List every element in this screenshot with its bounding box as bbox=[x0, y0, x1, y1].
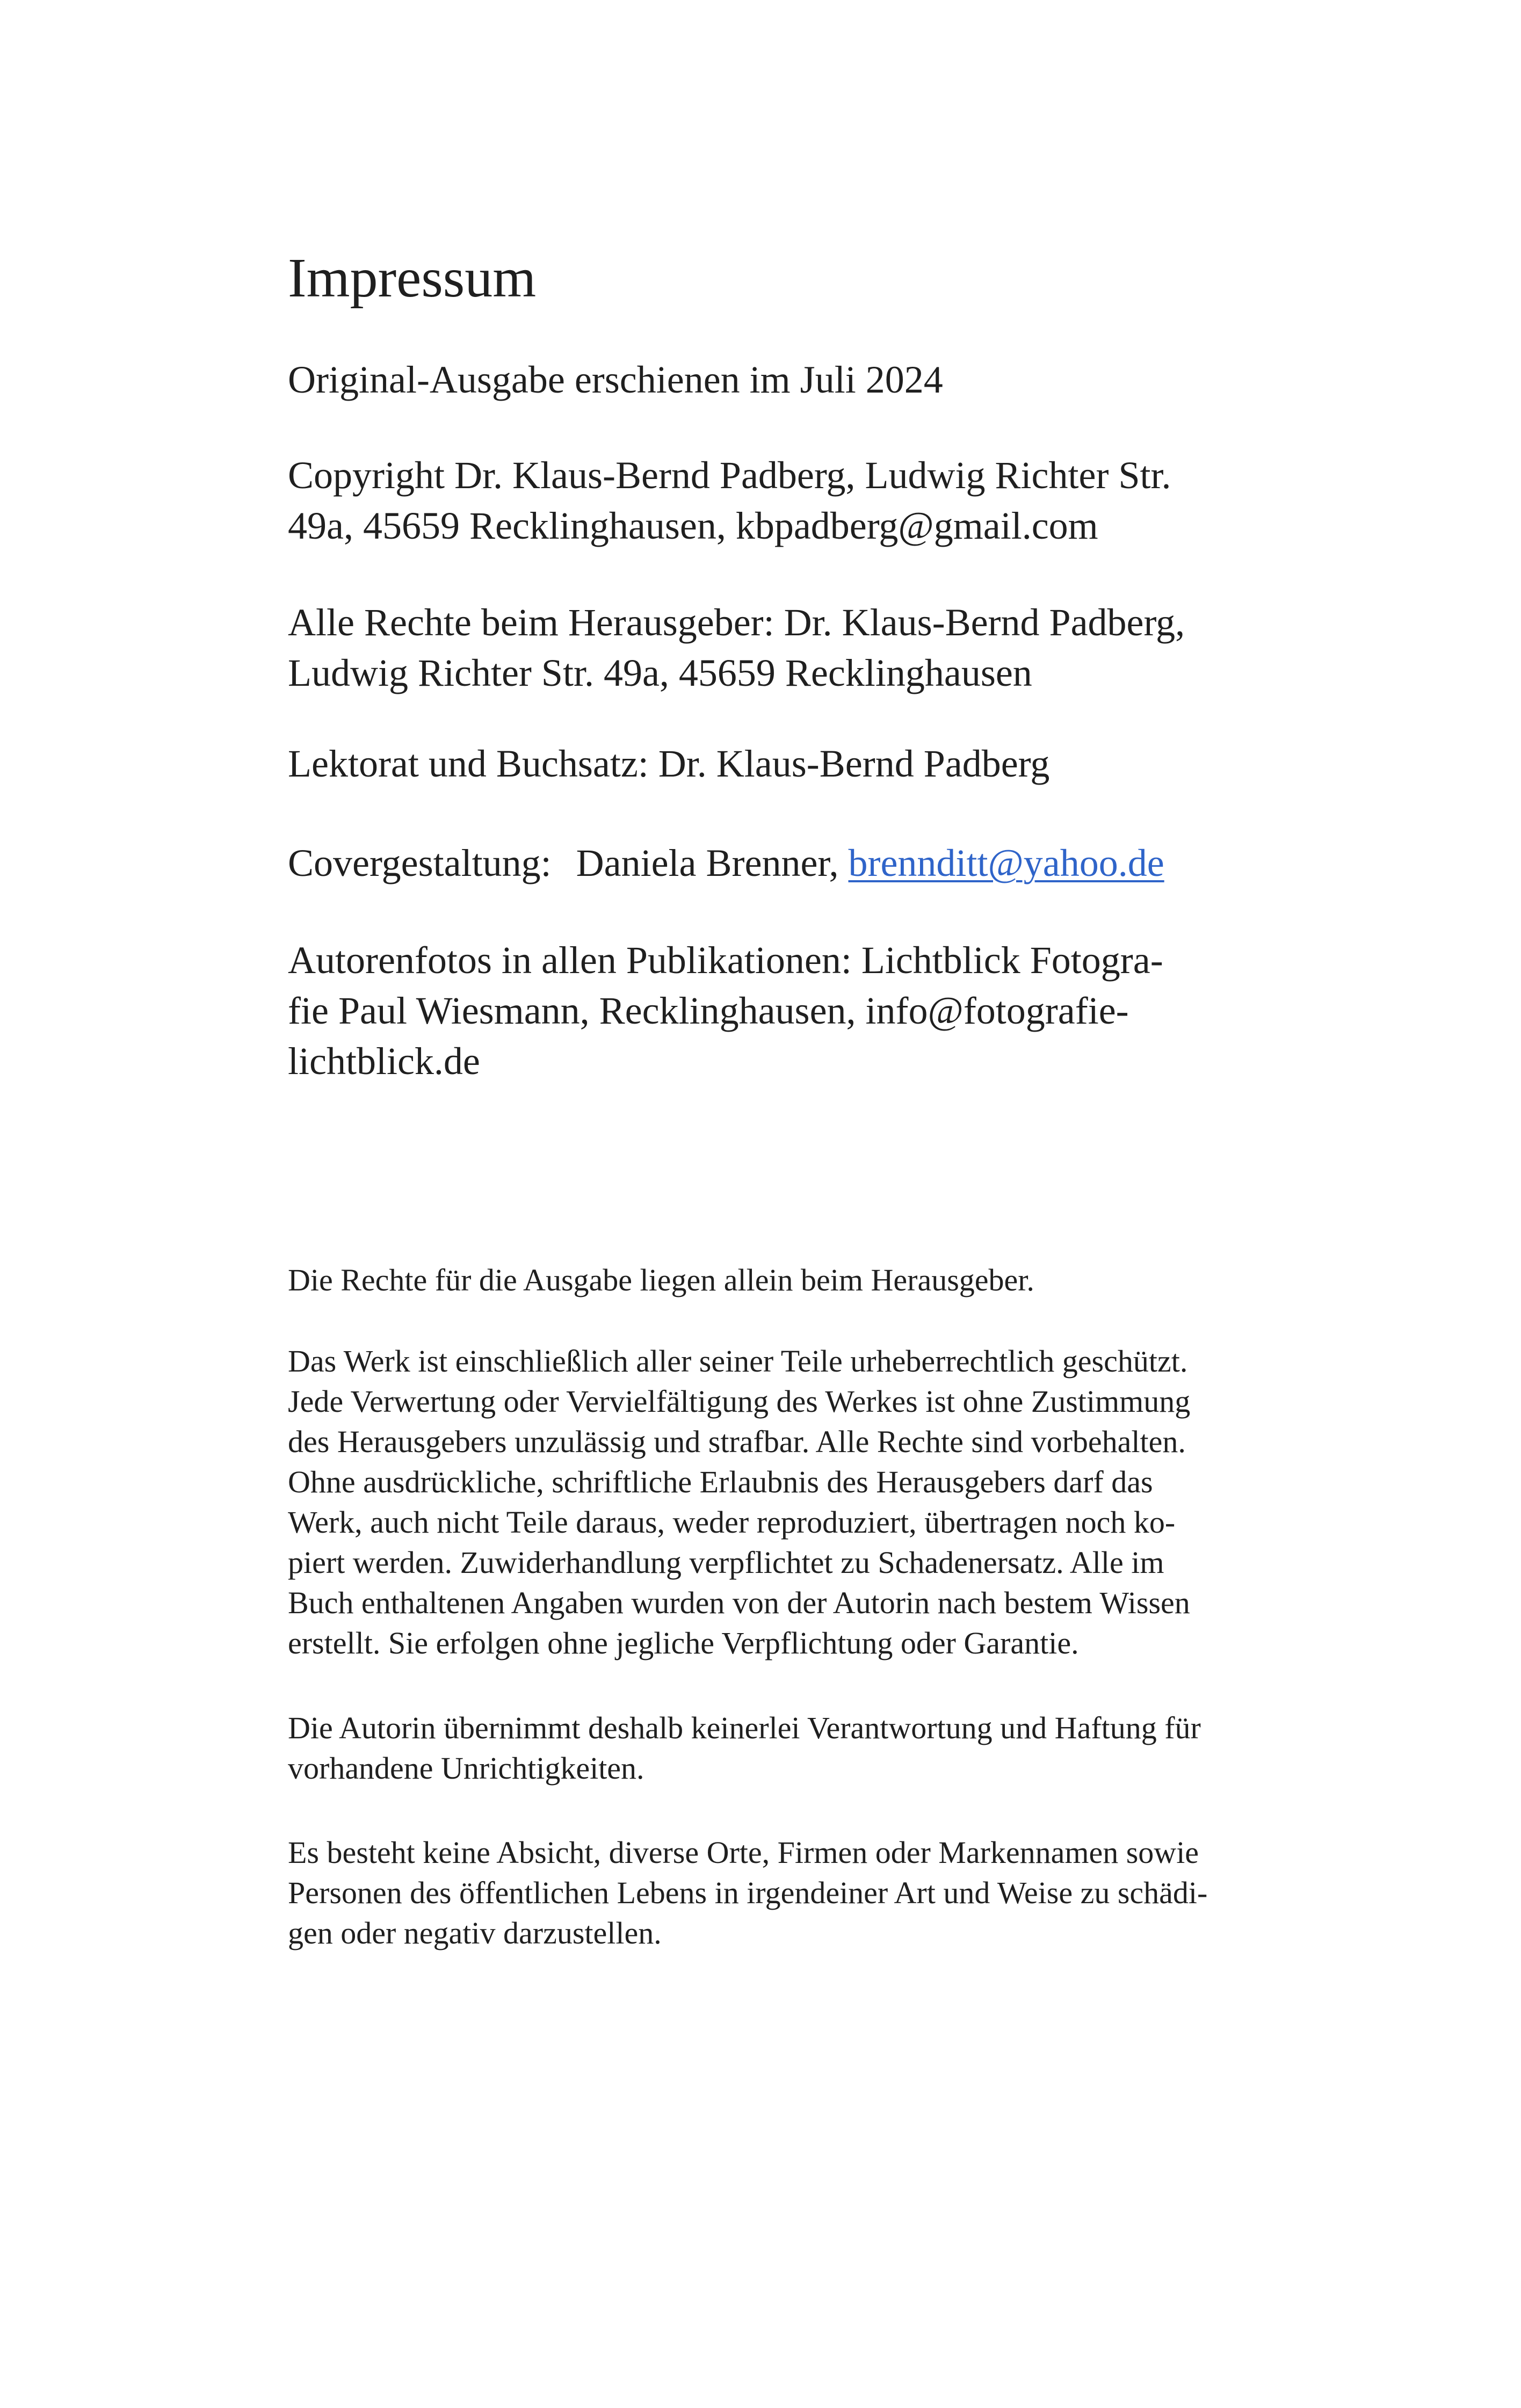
protection-line: Das Werk ist einschließlich aller seiner Teile urheberrechtlich geschützt. bbox=[288, 1344, 1188, 1379]
protection-line: Ohne ausdrückliche, schriftliche Erlaubnis des Herausgebers darf das bbox=[288, 1464, 1153, 1499]
no-intent-paragraph bbox=[288, 1832, 1324, 1953]
protection-line: piert werden. Zuwiderhandlung verpflichtet zu Schadenersatz. Alle im bbox=[288, 1545, 1164, 1580]
cover-designer-email-link[interactable]: brennditt@yahoo.de bbox=[848, 842, 1164, 884]
rights-line-2: Ludwig Richter Str. 49a, 45659 Recklinghausen bbox=[288, 651, 1032, 694]
copyright-block bbox=[288, 450, 1324, 551]
cover-design-label: Covergestaltung: bbox=[288, 842, 552, 884]
author-photos-line-2: fie Paul Wiesmann, Recklinghausen, info@fotografie- bbox=[288, 989, 1129, 1032]
protection-line: Werk, auch nicht Teile daraus, weder reproduziert, übertragen noch ko- bbox=[288, 1505, 1176, 1540]
liability-line: vorhandene Unrichtigkeiten. bbox=[288, 1751, 644, 1786]
liability-line: Die Autorin übernimmt deshalb keinerlei Verantwortung und Haftung für bbox=[288, 1710, 1201, 1745]
rights-holder-statement: Die Rechte für die Ausgabe liegen allein beim Herausgeber. bbox=[288, 1263, 1034, 1297]
rights-line-1: Alle Rechte beim Herausgeber: Dr. Klaus-Bernd Padberg, bbox=[288, 601, 1185, 644]
author-photos-line-3: lichtblick.de bbox=[288, 1040, 480, 1083]
author-photos-block bbox=[288, 935, 1324, 1086]
copyright-line-1: Copyright Dr. Klaus-Bernd Padberg, Ludwig Richter Str. bbox=[288, 454, 1171, 497]
editing-statement: Lektorat und Buchsatz: Dr. Klaus-Bernd Padberg bbox=[288, 742, 1050, 785]
intent-line: Es besteht keine Absicht, diverse Orte, Firmen oder Markennamen sowie bbox=[288, 1835, 1199, 1870]
intent-line: Personen des öffentlichen Lebens in irgendeiner Art und Weise zu schädi- bbox=[288, 1875, 1208, 1910]
cover-designer-name: Daniela Brenner, bbox=[576, 842, 839, 884]
cover-design-statement bbox=[288, 838, 1324, 888]
author-photos-line-1: Autorenfotos in allen Publikationen: Lichtblick Fotogra- bbox=[288, 939, 1163, 982]
copyright-line-2: 49a, 45659 Recklinghausen, kbpadberg@gmail.com bbox=[288, 504, 1098, 547]
intent-line: gen oder negativ darzustellen. bbox=[288, 1916, 662, 1950]
liability-paragraph bbox=[288, 1708, 1324, 1788]
page-title: Impressum bbox=[288, 247, 537, 309]
protection-line: des Herausgebers unzulässig und strafbar. Alle Rechte sind vorbehalten. bbox=[288, 1424, 1186, 1459]
protection-line: Buch enthaltenen Angaben wurden von der Autorin nach bestem Wissen bbox=[288, 1585, 1190, 1620]
rights-block bbox=[288, 597, 1324, 698]
copyright-protection-paragraph bbox=[288, 1341, 1324, 1663]
edition-statement: Original-Ausgabe erschienen im Juli 2024 bbox=[288, 358, 943, 401]
protection-line: Jede Verwertung oder Vervielfältigung des Werkes ist ohne Zustimmung bbox=[288, 1384, 1191, 1419]
protection-line: erstellt. Sie erfolgen ohne jegliche Verpflichtung oder Garantie. bbox=[288, 1626, 1079, 1660]
